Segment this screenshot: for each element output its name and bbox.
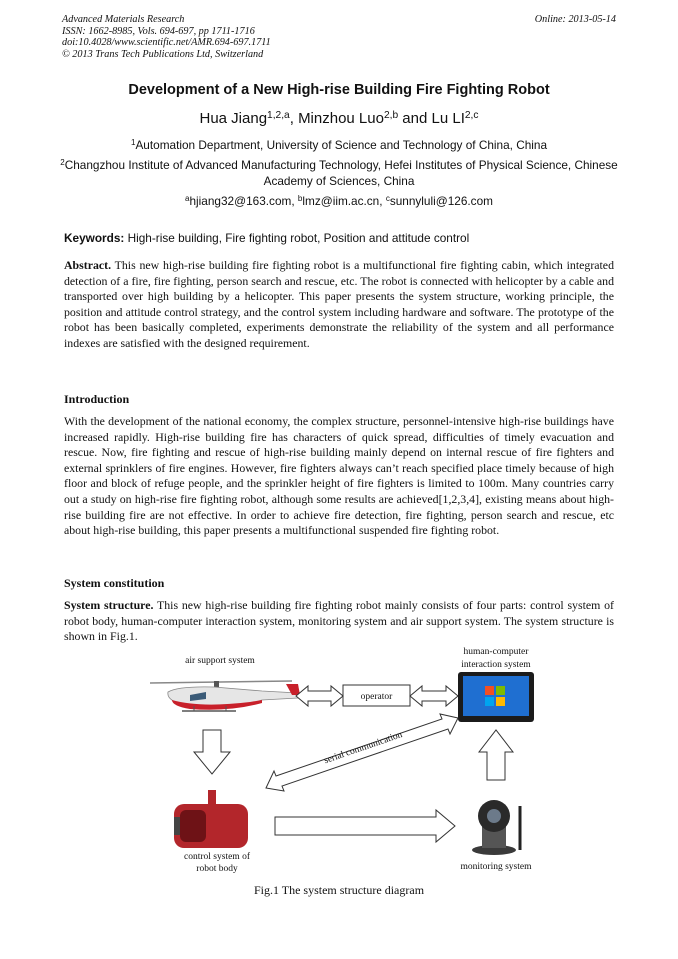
- helicopter-image: [150, 681, 300, 711]
- keywords-text: High-rise building, Fire fighting robot, Position and attitude control: [127, 231, 470, 245]
- label-air-support: air support system: [185, 656, 255, 666]
- issn-line: ISSN: 1662-8985, Vols. 694-697, pp 1711-1716: [62, 25, 255, 37]
- figure-caption: Fig.1 The system structure diagram: [253, 883, 425, 897]
- affiliation-1-text: Automation Department, University of Science and Technology of China, China: [135, 138, 548, 152]
- doi-line: doi:10.4028/www.scientific.net/AMR.694-697.1711: [62, 37, 271, 49]
- journal-name: Advanced Materials Research: [62, 14, 185, 25]
- author-list: [0, 110, 678, 127]
- affiliation-1: [40, 138, 638, 154]
- email-3[interactable]: sunnyluli@126.com: [389, 194, 493, 208]
- label-control-2: robot body: [196, 864, 238, 874]
- introduction-paragraph: With the development of the national economy, the complex structure, personnel-intensive high-rise buildings have increased rapidly. High-rise building fire has characters of quick spread, difficulties of timely evacuation and rescue. Now, fire fighting and rescue of high-rise building mainly depend on internal rescue of fire fighters and external sprinklers of fire engines. However, fire fighters always can’t reach specified place timely because of high floor and block of refuge people, and the sprinkler height of fire fighters is limited to 100m. Many countries carry out a study on high-rise fire fighting robot, although some results are achieved[1,2,3,4], existing means about high-rise building fire are not effective. In order to achieve fire detection, fire fighting, person search and rescue, etc about high-rise building, this paper presents a multifunctional suspended fire fighting robot.: [64, 414, 614, 538]
- email-list: [40, 194, 638, 210]
- label-serial-communication: serial communication: [322, 730, 404, 767]
- email-sep: ,: [379, 194, 386, 208]
- arrow-operator-hci: [410, 686, 458, 706]
- keywords-label: Keywords:: [64, 231, 125, 245]
- label-monitoring: monitoring system: [460, 862, 532, 872]
- label-hci-1: human-computer: [463, 647, 529, 657]
- system-structure-diagram: [0, 640, 678, 910]
- email-2-sup: b: [297, 194, 303, 203]
- affiliation-2-text: Changzhou Institute of Advanced Manufacturing Technology, Hefei Institutes of Physical Science, Chinese Academy of Sciences, China: [64, 158, 618, 188]
- keywords-line: [64, 231, 469, 245]
- author-sep: and: [398, 110, 432, 127]
- author-3-sup: 2,c: [464, 109, 479, 121]
- affiliation-2-sup: 2: [60, 158, 65, 167]
- author-sep: ,: [289, 110, 299, 127]
- email-1[interactable]: hjiang32@163.com: [189, 194, 292, 208]
- affiliation-1-sup: 1: [130, 138, 136, 147]
- arrow-air-to-robot: [194, 730, 230, 774]
- author-2: Minzhou Luo: [298, 110, 384, 127]
- author-3: Lu LI: [431, 110, 465, 127]
- email-1-sup: a: [185, 194, 190, 203]
- abstract-text: This new high-rise building fire fighting robot is a multifunctional fire fighting cabin, which integrated detection of a fire, fire fighting, person search and rescue, etc. The robot is connected with helicopter by a cable and transported over high building by a helicopter. This paper presents the system structure, working principle, the position and attitude control strategy, and the control system including hardware and software. The prototype of the robot has been basically completed, experiments demonstrate the reliability of the system and all performance indexes are satisfied with the designed requirement.: [64, 258, 614, 350]
- introduction-heading: Introduction: [64, 392, 130, 406]
- system-constitution-heading: System constitution: [64, 576, 165, 590]
- online-date: Online: 2013-05-14: [534, 14, 616, 25]
- copyright-line: © 2013 Trans Tech Publications Ltd, Switzerland: [62, 48, 264, 60]
- arrow-helicopter-operator: [296, 686, 343, 706]
- monitor-image: [458, 672, 534, 722]
- label-control-1: control system of: [184, 852, 250, 862]
- author-1-sup: 1,2,a: [267, 109, 290, 121]
- author-1: Hua Jiang: [199, 110, 268, 127]
- label-operator: operator: [360, 692, 393, 702]
- abstract-paragraph: [64, 258, 614, 352]
- author-2-sup: 2,b: [383, 109, 399, 121]
- camera-image: [472, 800, 520, 855]
- arrow-robot-to-monitoring: [275, 810, 455, 842]
- robot-body-image: [174, 790, 248, 848]
- affiliation-2: [40, 158, 638, 189]
- system-structure-text: This new high-rise building fire fighting robot mainly consists of four parts: control system of robot body, human-computer interaction system, monitoring system and air support system. The system structure is shown in Fig.1.: [64, 598, 614, 644]
- email-2[interactable]: lmz@iim.ac.cn: [302, 194, 380, 208]
- arrow-monitoring-to-hci: [479, 730, 513, 780]
- system-structure-paragraph: [64, 598, 614, 645]
- email-sep: ,: [291, 194, 298, 208]
- email-3-sup: c: [385, 194, 390, 203]
- journal-header: [62, 14, 616, 60]
- paper-title: Development of a New High-rise Building Fire Fighting Robot: [128, 82, 550, 98]
- system-structure-label: System structure.: [64, 598, 154, 612]
- abstract-label: Abstract.: [64, 258, 112, 272]
- label-hci-2: interaction system: [461, 660, 531, 670]
